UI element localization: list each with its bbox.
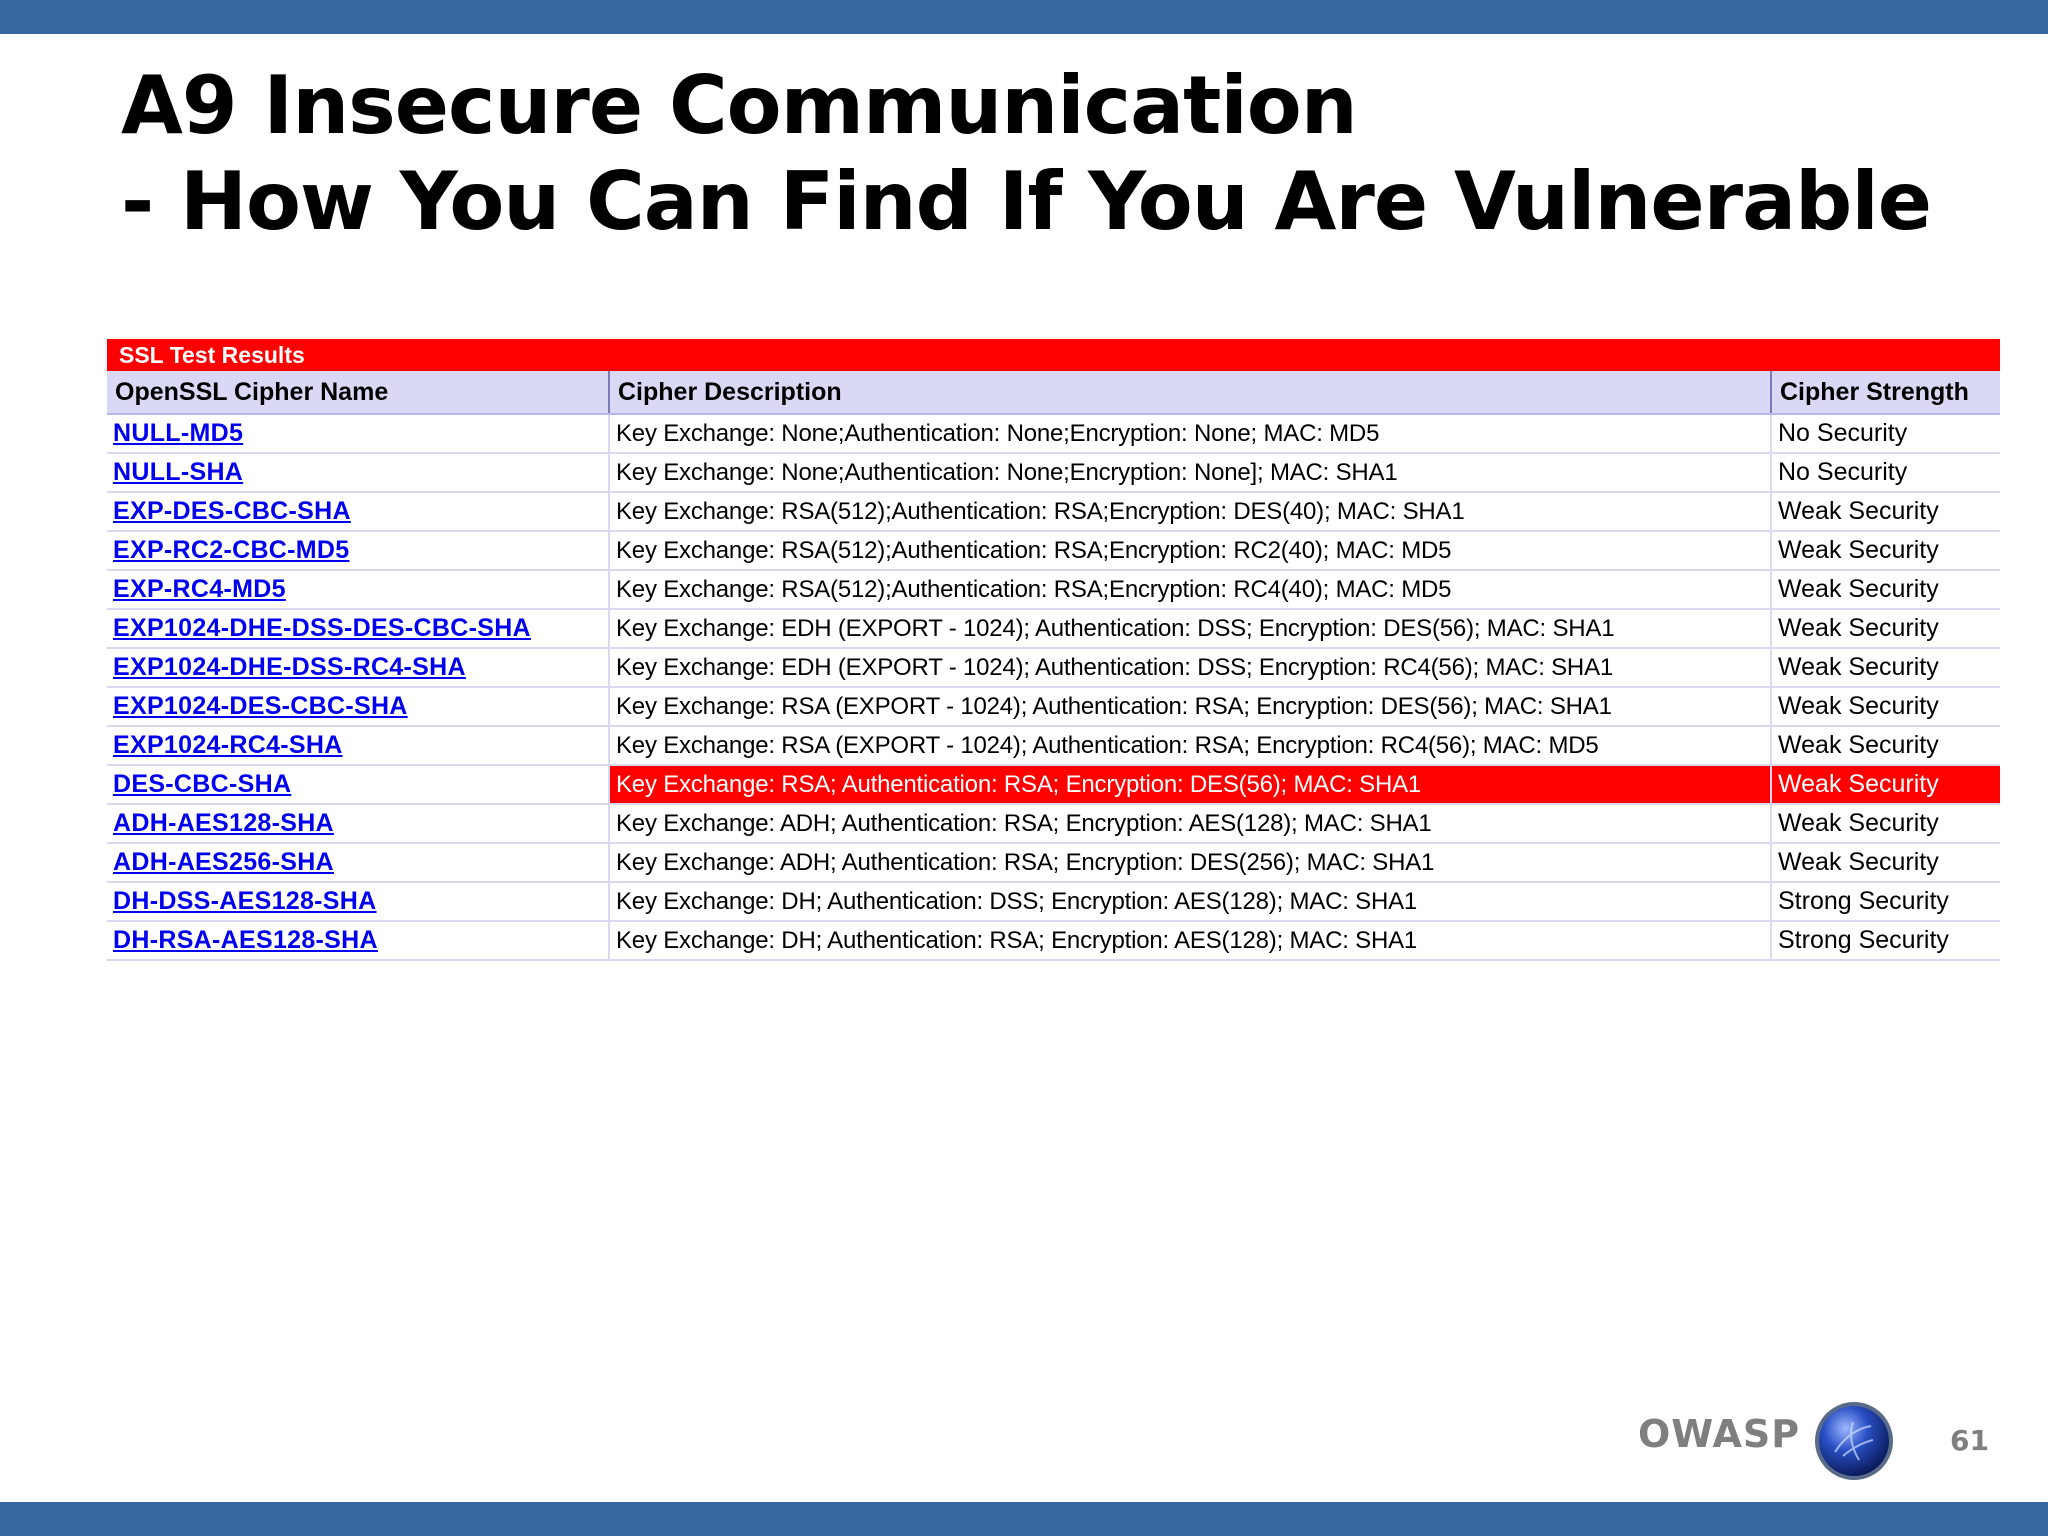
cell-cipher-strength: No Security — [1771, 453, 2000, 492]
cell-cipher-name — [107, 921, 609, 960]
owasp-logo — [1635, 1400, 1895, 1482]
cipher-name-link[interactable]: EXP-RC4-MD5 — [113, 575, 286, 603]
cell-cipher-name — [107, 843, 609, 882]
cell-cipher-description: Key Exchange: ADH; Authentication: RSA; Encryption: DES(256); MAC: SHA1 — [609, 843, 1771, 882]
cipher-name-link[interactable]: DES-CBC-SHA — [113, 770, 292, 798]
table-row — [107, 882, 2000, 921]
cipher-name-link[interactable]: EXP1024-DHE-DSS-DES-CBC-SHA — [113, 614, 531, 642]
slide-title — [121, 58, 1931, 250]
cipher-name-link[interactable]: DH-DSS-AES128-SHA — [113, 887, 377, 915]
table-header-row — [107, 371, 2000, 414]
cell-cipher-name — [107, 882, 609, 921]
table-row — [107, 531, 2000, 570]
cipher-name-link[interactable]: EXP1024-RC4-SHA — [113, 731, 343, 759]
table-row — [107, 726, 2000, 765]
table-row — [107, 609, 2000, 648]
cell-cipher-description: Key Exchange: RSA; Authentication: RSA; Encryption: DES(56); MAC: SHA1 — [609, 765, 1771, 804]
cell-cipher-name — [107, 453, 609, 492]
top-band — [0, 0, 2048, 34]
slide-title-line-1: A9 Insecure Communication — [121, 59, 1357, 152]
ssl-results-body — [107, 414, 2000, 960]
cell-cipher-name — [107, 531, 609, 570]
cell-cipher-description: Key Exchange: RSA(512);Authentication: RSA;Encryption: DES(40); MAC: SHA1 — [609, 492, 1771, 531]
cipher-name-link[interactable]: NULL-SHA — [113, 458, 244, 486]
cell-cipher-description: Key Exchange: RSA (EXPORT - 1024); Authentication: RSA; Encryption: RC4(56); MAC: MD5 — [609, 726, 1771, 765]
cell-cipher-strength: Weak Security — [1771, 570, 2000, 609]
cell-cipher-description: Key Exchange: RSA(512);Authentication: RSA;Encryption: RC2(40); MAC: MD5 — [609, 531, 1771, 570]
table-row — [107, 414, 2000, 453]
cell-cipher-name — [107, 414, 609, 453]
cell-cipher-description: Key Exchange: None;Authentication: None;Encryption: None]; MAC: SHA1 — [609, 453, 1771, 492]
bottom-band — [0, 1502, 2048, 1536]
ssl-results-caption: SSL Test Results — [107, 339, 2000, 371]
owasp-logo-text: OWASP — [1638, 1412, 1801, 1456]
table-row — [107, 921, 2000, 960]
cell-cipher-strength: Weak Security — [1771, 843, 2000, 882]
table-row — [107, 687, 2000, 726]
cell-cipher-strength: Weak Security — [1771, 531, 2000, 570]
cipher-name-link[interactable]: EXP-DES-CBC-SHA — [113, 497, 351, 525]
cipher-name-link[interactable]: EXP1024-DES-CBC-SHA — [113, 692, 408, 720]
column-header-cipher-description[interactable]: Cipher Description — [609, 371, 1771, 414]
cell-cipher-description: Key Exchange: ADH; Authentication: RSA; Encryption: AES(128); MAC: SHA1 — [609, 804, 1771, 843]
cell-cipher-description: Key Exchange: RSA (EXPORT - 1024); Authentication: RSA; Encryption: DES(56); MAC: SHA1 — [609, 687, 1771, 726]
cipher-name-link[interactable]: EXP-RC2-CBC-MD5 — [113, 536, 350, 564]
cell-cipher-name — [107, 687, 609, 726]
cell-cipher-strength: Strong Security — [1771, 882, 2000, 921]
cell-cipher-name — [107, 570, 609, 609]
cell-cipher-name — [107, 492, 609, 531]
cipher-name-link[interactable]: DH-RSA-AES128-SHA — [113, 926, 378, 954]
cell-cipher-description: Key Exchange: EDH (EXPORT - 1024); Authentication: DSS; Encryption: RC4(56); MAC: SHA1 — [609, 648, 1771, 687]
cell-cipher-name — [107, 804, 609, 843]
cell-cipher-strength: No Security — [1771, 414, 2000, 453]
table-row — [107, 570, 2000, 609]
table-row — [107, 765, 2000, 804]
cell-cipher-strength: Weak Security — [1771, 687, 2000, 726]
cell-cipher-description: Key Exchange: RSA(512);Authentication: RSA;Encryption: RC4(40); MAC: MD5 — [609, 570, 1771, 609]
table-row — [107, 804, 2000, 843]
table-row — [107, 843, 2000, 882]
column-header-cipher-name[interactable]: OpenSSL Cipher Name — [107, 371, 609, 414]
cipher-name-link[interactable]: EXP1024-DHE-DSS-RC4-SHA — [113, 653, 466, 681]
cipher-name-link[interactable]: ADH-AES256-SHA — [113, 848, 334, 876]
cell-cipher-name — [107, 726, 609, 765]
cell-cipher-strength: Weak Security — [1771, 609, 2000, 648]
cell-cipher-name — [107, 648, 609, 687]
table-row — [107, 492, 2000, 531]
slide-title-line-2: - How You Can Find If You Are Vulnerable — [121, 155, 1931, 248]
cell-cipher-strength: Weak Security — [1771, 492, 2000, 531]
table-row — [107, 453, 2000, 492]
page-number: 61 — [1950, 1424, 1989, 1457]
cipher-name-link[interactable]: NULL-MD5 — [113, 419, 244, 447]
owasp-globe-icon — [1813, 1400, 1895, 1482]
ssl-test-results-panel — [107, 339, 2000, 961]
table-row — [107, 648, 2000, 687]
ssl-results-table — [107, 371, 2000, 961]
cell-cipher-name — [107, 609, 609, 648]
cell-cipher-strength: Strong Security — [1771, 921, 2000, 960]
cell-cipher-strength: Weak Security — [1771, 804, 2000, 843]
cell-cipher-strength: Weak Security — [1771, 648, 2000, 687]
cell-cipher-strength: Weak Security — [1771, 726, 2000, 765]
cell-cipher-name — [107, 765, 609, 804]
cipher-name-link[interactable]: ADH-AES128-SHA — [113, 809, 334, 837]
cell-cipher-description: Key Exchange: EDH (EXPORT - 1024); Authentication: DSS; Encryption: DES(56); MAC: SHA1 — [609, 609, 1771, 648]
column-header-cipher-strength[interactable]: Cipher Strength — [1771, 371, 2000, 414]
cell-cipher-description: Key Exchange: None;Authentication: None;Encryption: None; MAC: MD5 — [609, 414, 1771, 453]
cell-cipher-strength: Weak Security — [1771, 765, 2000, 804]
cell-cipher-description: Key Exchange: DH; Authentication: DSS; Encryption: AES(128); MAC: SHA1 — [609, 882, 1771, 921]
cell-cipher-description: Key Exchange: DH; Authentication: RSA; Encryption: AES(128); MAC: SHA1 — [609, 921, 1771, 960]
